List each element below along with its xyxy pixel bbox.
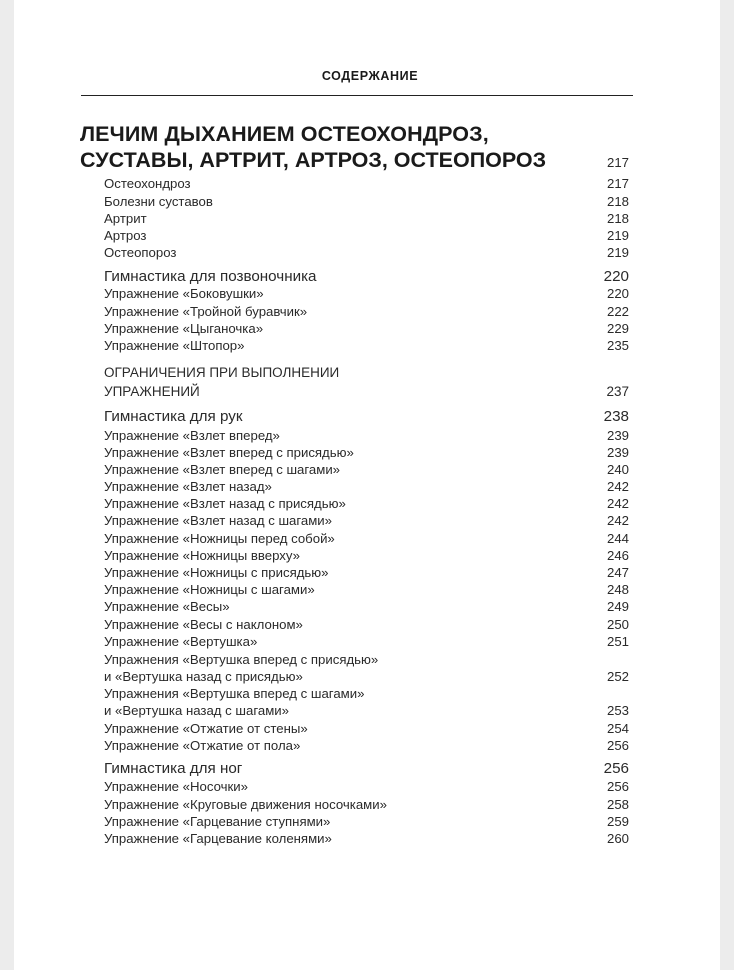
chapter-entry[interactable] — [80, 148, 629, 172]
entry-title: Упражнение «Цыганочка» — [104, 321, 264, 336]
page — [14, 0, 720, 970]
toc-entry[interactable] — [104, 303, 629, 320]
page-number: 256 — [606, 738, 629, 753]
toc-entry[interactable] — [104, 796, 629, 813]
page-number: 244 — [606, 531, 629, 546]
section-title: Гимнастика для ног — [104, 760, 243, 777]
entry-title: Упражнение «Взлет вперед с присядью» — [104, 445, 354, 460]
entry-title: Упражнение «Круговые движения носочками» — [104, 797, 387, 812]
section-title: Гимнастика для позвоночника — [104, 268, 317, 285]
toc-entry[interactable] — [104, 830, 629, 847]
section-entry-arms[interactable] — [104, 407, 629, 426]
entry-title: Упражнение «Взлет вперед с шагами» — [104, 462, 341, 477]
page-number: 256 — [603, 760, 629, 777]
entry-title: Упражнение «Боковушки» — [104, 286, 264, 301]
page-number: 240 — [606, 462, 629, 477]
entry-title: и «Вертушка назад с присядью» — [104, 669, 303, 684]
page-number: 246 — [606, 548, 629, 563]
page-number: 256 — [606, 779, 629, 794]
toc-entry[interactable] — [104, 720, 629, 737]
entry-title: Остеохондроз — [104, 176, 191, 191]
entry-title: Упражнение «Штопор» — [104, 338, 245, 353]
page-number: 218 — [606, 194, 629, 209]
page-number: 242 — [606, 496, 629, 511]
limits-entry[interactable] — [104, 383, 629, 400]
page-number: 251 — [606, 634, 629, 649]
toc-entry[interactable] — [104, 564, 629, 581]
toc-entry[interactable] — [104, 175, 629, 192]
entry-title: Артрит — [104, 211, 147, 226]
entry-title: Упражнение «Взлет назад с шагами» — [104, 513, 333, 528]
entry-title: Болезни суставов — [104, 194, 213, 209]
section-title: Гимнастика для рук — [104, 408, 243, 425]
page-number: 219 — [606, 228, 629, 243]
page-number: 248 — [606, 582, 629, 597]
entry-title: Упражнение «Весы с наклоном» — [104, 617, 303, 632]
entry-title: Упражнение «Весы» — [104, 599, 230, 614]
entry-title: Упражнение «Носочки» — [104, 779, 248, 794]
toc-entry[interactable] — [104, 444, 629, 461]
page-number: 218 — [606, 211, 629, 226]
page-number: 242 — [606, 513, 629, 528]
entry-title: Упражнение «Взлет вперед» — [104, 428, 280, 443]
page-number: 219 — [606, 245, 629, 260]
entry-title: Упражнение «Ножницы вверху» — [104, 548, 300, 563]
page-number: 242 — [606, 479, 629, 494]
page-number: 217 — [606, 176, 629, 191]
toc-entry[interactable] — [104, 210, 629, 227]
page-number: 252 — [606, 669, 629, 684]
page-number: 247 — [606, 565, 629, 580]
entry-title: Упражнение «Отжатие от стены» — [104, 721, 308, 736]
multi-entry-2-line1: Упражнения «Вертушка вперед с шагами» — [104, 686, 365, 701]
page-number: 220 — [603, 268, 629, 285]
toc-entry[interactable] — [104, 616, 629, 633]
toc-entry[interactable] — [104, 495, 629, 512]
page-number: 237 — [606, 384, 629, 399]
page-number: 220 — [606, 286, 629, 301]
toc-entry[interactable] — [104, 581, 629, 598]
toc-entry[interactable] — [104, 547, 629, 564]
toc-entry[interactable] — [104, 478, 629, 495]
page-number: 235 — [606, 338, 629, 353]
entry-title: Упражнение «Взлет назад» — [104, 479, 272, 494]
page-number: 217 — [606, 155, 629, 170]
chapter-title-line2: СУСТАВЫ, АРТРИТ, АРТРОЗ, ОСТЕОПОРОЗ — [80, 148, 547, 172]
toc-entry[interactable] — [104, 813, 629, 830]
page-number: 250 — [606, 617, 629, 632]
limits-title-line1: ОГРАНИЧЕНИЯ ПРИ ВЫПОЛНЕНИИ — [104, 365, 340, 380]
multi-entry-1-line1: Упражнения «Вертушка вперед с присядью» — [104, 652, 379, 667]
table-of-contents — [14, 0, 720, 970]
page-header: СОДЕРЖАНИЕ — [321, 69, 419, 83]
page-number: 259 — [606, 814, 629, 829]
entry-title: Артроз — [104, 228, 147, 243]
page-number: 222 — [606, 304, 629, 319]
toc-entry[interactable] — [104, 778, 629, 795]
page-number: 229 — [606, 321, 629, 336]
chapter-title-line1: ЛЕЧИМ ДЫХАНИЕМ ОСТЕОХОНДРОЗ, — [80, 122, 489, 146]
page-number: 253 — [606, 703, 629, 718]
page-number: 258 — [606, 797, 629, 812]
entry-title: Упражнение «Вертушка» — [104, 634, 258, 649]
entry-title: Упражнение «Отжатие от пола» — [104, 738, 301, 753]
page-number: 238 — [603, 408, 629, 425]
toc-entry[interactable] — [104, 427, 629, 444]
page-number: 239 — [606, 445, 629, 460]
toc-entry[interactable] — [104, 633, 629, 650]
toc-entry[interactable] — [104, 461, 629, 478]
entry-title: и «Вертушка назад с шагами» — [104, 703, 289, 718]
entry-title: Упражнение «Ножницы с присядью» — [104, 565, 329, 580]
entry-title: Упражнение «Ножницы с шагами» — [104, 582, 315, 597]
section-entry-spine[interactable] — [104, 267, 629, 286]
section-entry-legs[interactable] — [104, 759, 629, 778]
entry-title: Упражнение «Ножницы перед собой» — [104, 531, 335, 546]
toc-entry[interactable] — [104, 320, 629, 337]
toc-entry[interactable] — [104, 530, 629, 547]
entry-title: Упражнение «Гарцевание коленями» — [104, 831, 332, 846]
limits-title-line2: УПРАЖНЕНИЙ — [104, 384, 200, 399]
multi-entry-2[interactable] — [104, 702, 629, 719]
toc-entry[interactable] — [104, 737, 629, 754]
toc-entry[interactable] — [104, 227, 629, 244]
page-number: 260 — [606, 831, 629, 846]
entry-title: Упражнение «Взлет назад с присядью» — [104, 496, 346, 511]
toc-entry[interactable] — [104, 512, 629, 529]
toc-entry[interactable] — [104, 193, 629, 210]
toc-entry[interactable] — [104, 285, 629, 302]
entry-title: Упражнение «Тройной буравчик» — [104, 304, 308, 319]
page-number: 254 — [606, 721, 629, 736]
toc-entry[interactable] — [104, 337, 629, 354]
entry-title: Упражнение «Гарцевание ступнями» — [104, 814, 331, 829]
toc-entry[interactable] — [104, 244, 629, 261]
page-number: 239 — [606, 428, 629, 443]
entry-title: Остеопороз — [104, 245, 177, 260]
page-number: 249 — [606, 599, 629, 614]
multi-entry-1[interactable] — [104, 668, 629, 685]
toc-entry[interactable] — [104, 598, 629, 615]
